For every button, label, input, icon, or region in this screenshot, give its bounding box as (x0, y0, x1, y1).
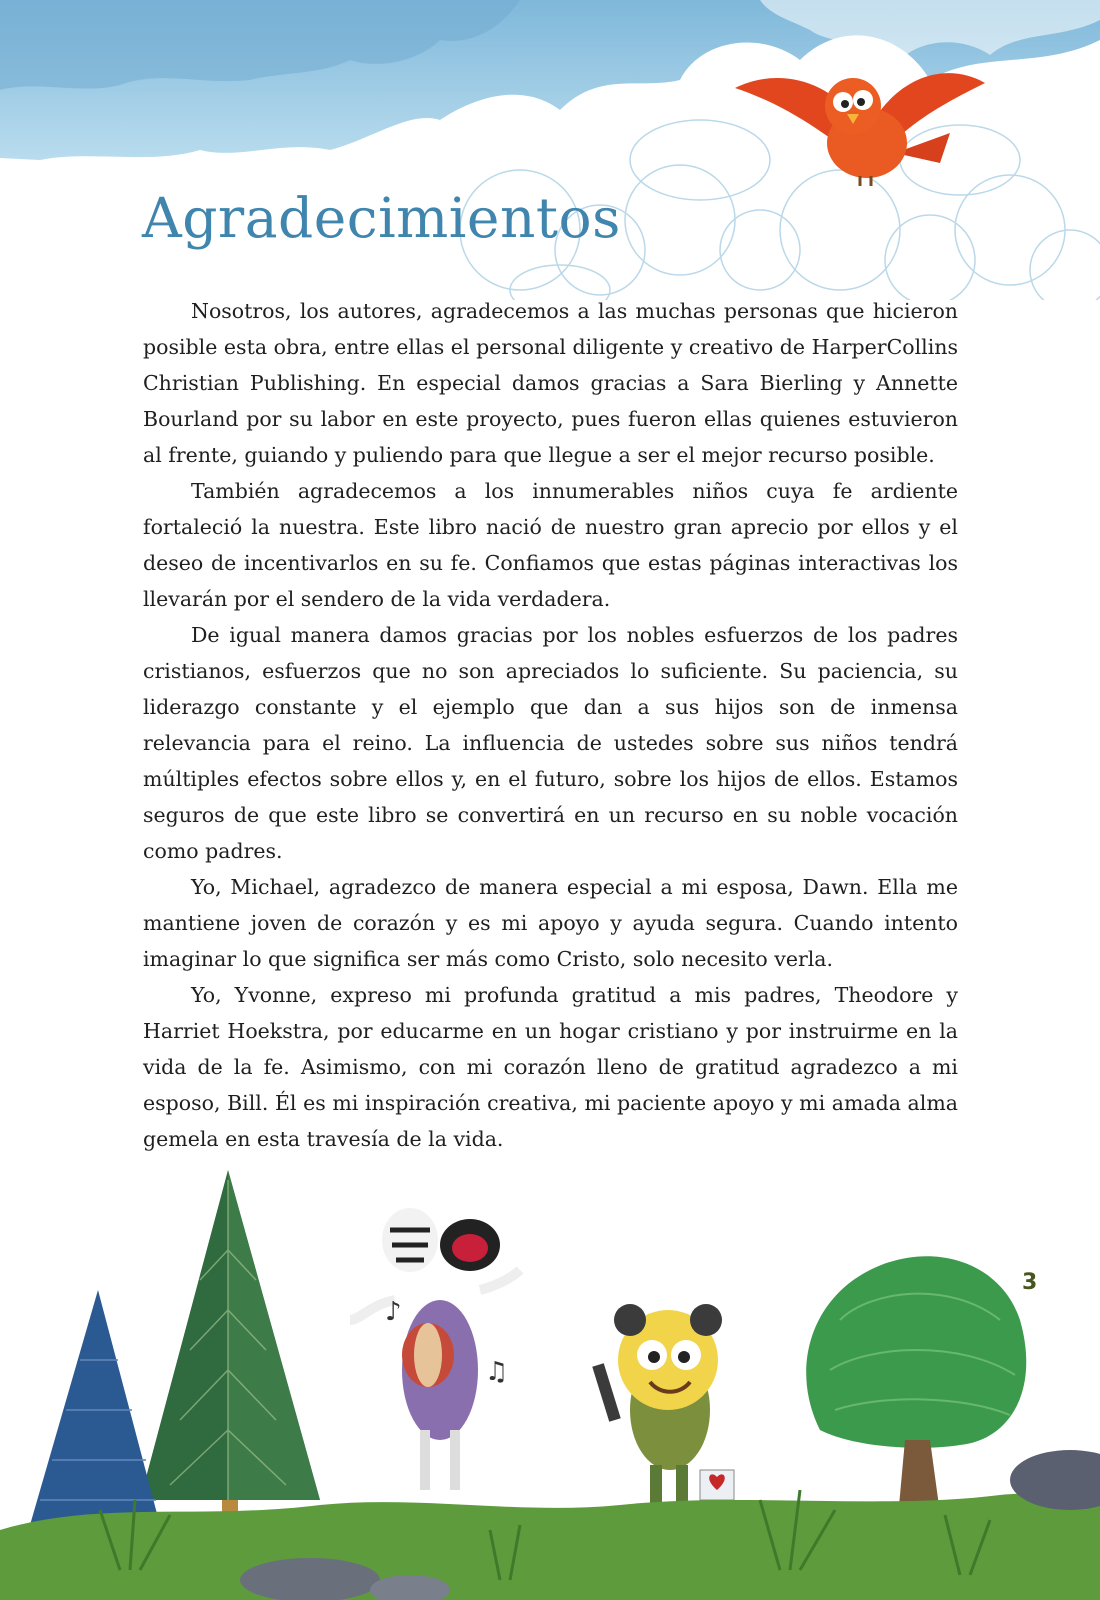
blue-pine-tree (30, 1290, 160, 1525)
paragraph: Yo, Yvonne, expreso mi profunda gratitud a mis padres, Theodore y Harriet Hoekstra, por educarme en un hogar cristiano y por instruirme en la vida de la fe. Asimismo, con mi corazón lleno de gratitud agradezco a mi esposo, Bill. Él es mi inspiración creativa, mi paciente apoyo y mi amada alma gemela en esta travesía de la vida. (143, 983, 958, 1151)
paragraph: Yo, Michael, agradezco de manera especial a mi esposa, Dawn. Ella me mantiene joven de corazón y es mi apoyo y ayuda segura. Cuando intento imaginar lo que significa ser más como Cristo, solo necesito verla. (143, 875, 958, 971)
page-title: Agradecimientos (142, 186, 621, 250)
svg-text:♫: ♫ (485, 1357, 509, 1387)
svg-text:♪: ♪ (385, 1297, 402, 1327)
zebra-character (350, 1208, 520, 1490)
page-number: 3 (1022, 1270, 1038, 1295)
forest-scene-illustration (0, 1170, 1100, 1600)
paragraph: También agradecemos a los innumerables niños cuya fe ardiente fortaleció la nuestra. Este libro nació de nuestro gran aprecio por ellos y el deseo de incentivarlos en su fe. Confiamos que estas páginas interactivas los llevarán por el sendero de la vida verdadera. (143, 479, 958, 611)
paragraph: Nosotros, los autores, agradecemos a las muchas personas que hicieron posible esta obra, entre ellas el personal diligente y creativo de HarperCollins Christian Publishing. En especial damos gracias a Sara Bierling y Annette Bourland por su labor en este proyecto, pues fueron ellas quienes estuvieron al frente, guiando y puliendo para que llegue a ser el mejor recurso posible. (143, 299, 958, 467)
paragraph: De igual manera damos gracias por los nobles esfuerzos de los padres cristianos, esfuerzos que no son apreciados lo suficiente. Su paciencia, su liderazgo constante y el ejemplo que dan a sus hijos son de inmensa relevancia para el reino. La influencia de ustedes sobre sus niños tendrá múltiples efectos sobre ellos y, en el futuro, sobre los hijos de ellos. Estamos seguros de que este libro se convertirá en un recurso en su noble vocación como padres. (143, 623, 958, 863)
acknowledgements-body (143, 293, 958, 1157)
round-green-tree (806, 1256, 1026, 1448)
rock (240, 1558, 380, 1600)
red-bird-illustration (735, 58, 985, 198)
